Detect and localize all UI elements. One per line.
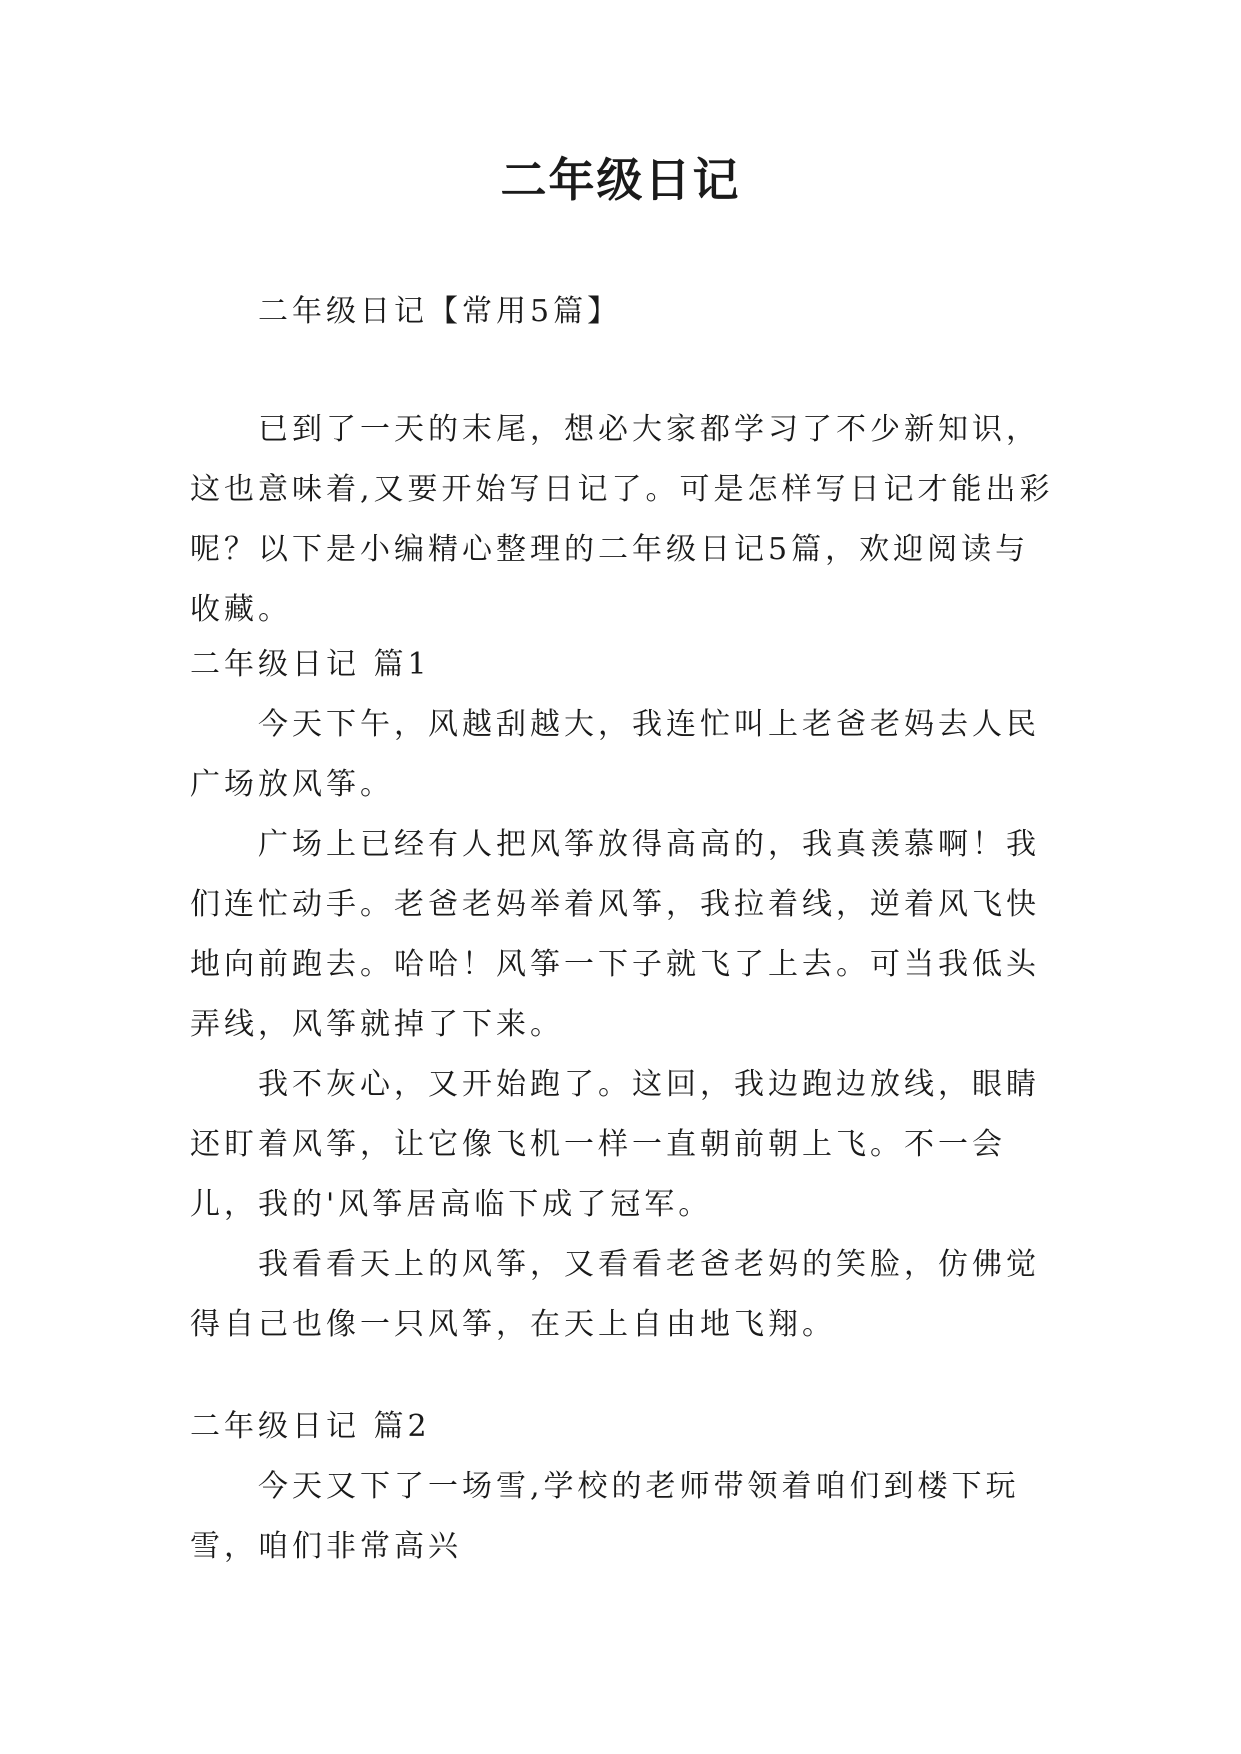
section-heading: 二年级日记 篇2 [190,1409,431,1444]
section-heading: 二年级日记 篇1 [190,647,431,682]
diary-section-1 [190,635,1060,1355]
intro-block [190,400,1060,640]
section-paragraph: 今天又下了一场雪,学校的老师带领着咱们到楼下玩雪，咱们非常高兴 [190,1469,1020,1564]
section-paragraph: 我不灰心，又开始跑了。这回，我边跑边放线，眼睛还盯着风筝，让它像飞机一样一直朝前朝上飞。不一会儿，我的'风筝居高临下成了冠军。 [190,1067,1040,1222]
section-paragraph: 我看看天上的风筝，又看看老爸老妈的笑脸，仿佛觉得自己也像一只风筝，在天上自由地飞翔。 [190,1247,1040,1342]
diary-section-2 [190,1397,1060,1577]
intro-paragraph: 已到了一天的末尾，想必大家都学习了不少新知识，这也意味着,又要开始写日记了。可是怎样写日记才能出彩呢？以下是小编精心整理的二年级日记5篇，欢迎阅读与收藏。 [190,412,1054,627]
page-title: 二年级日记 [500,153,741,207]
document-subtitle: 二年级日记【常用5篇】 [258,294,622,329]
section-paragraph: 广场上已经有人把风筝放得高高的，我真羡慕啊！我们连忙动手。老爸老妈举着风筝，我拉着线，逆着风飞快地向前跑去。哈哈！风筝一下子就飞了上去。可当我低头弄线，风筝就掉了下来。 [190,827,1040,1042]
section-paragraph: 今天下午，风越刮越大，我连忙叫上老爸老妈去人民广场放风筝。 [190,707,1040,802]
